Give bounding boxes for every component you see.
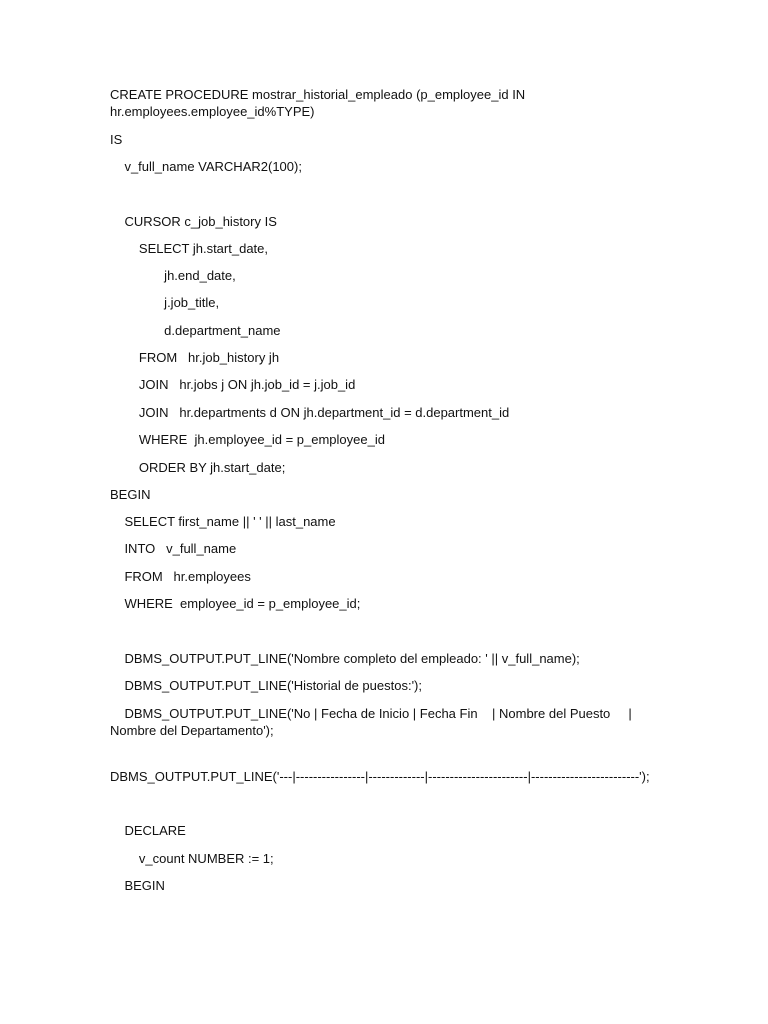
- code-line: BEGIN: [110, 487, 151, 502]
- code-line: d.department_name: [110, 323, 281, 338]
- code-line: jh.end_date,: [110, 268, 236, 283]
- code-line: CREATE PROCEDURE mostrar_historial_empleado (p_employee_id IN: [110, 87, 526, 102]
- code-line: WHERE employee_id = p_employee_id;: [110, 596, 361, 611]
- code-line: FROM hr.employees: [110, 569, 251, 584]
- code-line: Nombre del Departamento');: [110, 723, 274, 738]
- code-line: WHERE jh.employee_id = p_employee_id: [110, 432, 385, 447]
- code-line: v_full_name VARCHAR2(100);: [110, 159, 302, 174]
- code-line: ORDER BY jh.start_date;: [110, 460, 286, 475]
- code-line: j.job_title,: [110, 295, 220, 310]
- code-line: DBMS_OUTPUT.PUT_LINE('Nombre completo del empleado: ' || v_full_name);: [110, 651, 580, 666]
- code-line: DECLARE: [110, 823, 186, 838]
- code-line: JOIN hr.jobs j ON jh.job_id = j.job_id: [110, 377, 356, 392]
- code-line: FROM hr.job_history jh: [110, 350, 280, 365]
- code-line: SELECT jh.start_date,: [110, 241, 268, 256]
- code-line: v_count NUMBER := 1;: [110, 851, 274, 866]
- code-line: DBMS_OUTPUT.PUT_LINE('Historial de puestos:');: [110, 678, 422, 693]
- code-line: DBMS_OUTPUT.PUT_LINE('---|----------------|-------------|-----------------------|-------------------------');: [110, 769, 650, 784]
- code-line: hr.employees.employee_id%TYPE): [110, 104, 315, 119]
- code-line: IS: [110, 132, 123, 147]
- code-line: SELECT first_name || ' ' || last_name: [110, 514, 336, 529]
- code-line: DBMS_OUTPUT.PUT_LINE('No | Fecha de Inicio | Fecha Fin | Nombre del Puesto |: [110, 706, 632, 721]
- code-line: JOIN hr.departments d ON jh.department_id = d.department_id: [110, 405, 510, 420]
- code-line: BEGIN: [110, 878, 165, 893]
- code-line: CURSOR c_job_history IS: [110, 214, 277, 229]
- code-line: INTO v_full_name: [110, 541, 237, 556]
